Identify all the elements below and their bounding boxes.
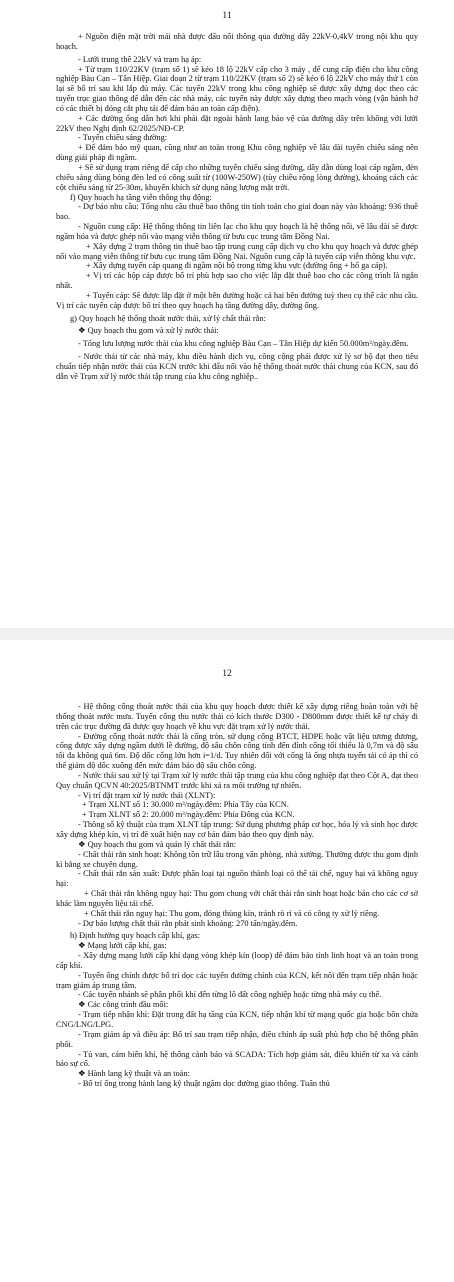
paragraph: - Dự báo lượng chất thải rắn phát sinh khoảng: 270 tấn/ngày.đêm. — [78, 918, 298, 928]
paragraph: - Các tuyến nhánh sẽ phân phối khí đến từng lô đất công nghiệp hoặc từng nhà máy cụ thể. — [78, 990, 382, 1000]
page-number: 12 — [222, 668, 232, 679]
paragraph: - Tổng lưu lượng nước thải của khu công nghiệp Bàu Cạn – Tân Hiệp dự kiến 50.000m³/ngày.đêm. — [78, 339, 409, 349]
subsection-heading: ❖ Các công trình đầu mối: — [78, 1000, 169, 1010]
section-heading: f) Quy hoạch hạ tầng viễn thông thụ động: — [70, 192, 212, 202]
paragraph: + Các đường ống dẫn hơi khi phải đặt ngoài hành lang bảo vệ của đường dây trên không với lưới 22kV theo Nghị định 62/2025/NĐ-CP. — [56, 113, 418, 133]
paragraph: + Tuyến cáp: Sẽ được lắp đặt ở một bên đường hoặc cả hai bên đường tuỳ theo cụ thể các nhu cầu. Vị trí các tuyến cáp được bố trí theo quy hoạch hạ tầng đường dây, đường ống. — [56, 290, 418, 310]
paragraph: + Chất thải rắn không nguy hại: Thu gom chung với chất thải rắn sinh hoạt hoặc bán cho các cơ sở khác làm nguyên liệu tái chế. — [56, 889, 418, 908]
page-body — [0, 702, 454, 1089]
paragraph: + Xây dựng tuyến cáp quang đi ngầm nội bộ trong từng khu vực (đường ống + hố ga cáp). — [86, 261, 388, 271]
paragraph: - Nước thải từ các nhà máy, khu điều hành dịch vụ, công cộng phải được xử lý sơ bộ đạt theo tiêu chuẩn tiếp nhận nước thải của KCN trước khi đấu nối vào hệ thống thoát nước thải chung của KCN, sau đó dẫn về Trạm xử lý nước thải tập trung của khu công nghiệp.. — [56, 352, 418, 381]
paragraph: - Trạm tiếp nhận khí: Đặt trong đất hạ tầng của KCN, tiếp nhận khí từ mạng quốc gia hoặc bồn chứa CNG/LNG/LPG. — [56, 1010, 418, 1029]
paragraph: - Nguồn cung cấp: Hệ thống thông tin liên lạc cho khu quy hoạch là hệ thống nổi, về lâu dài sẽ được ngầm hóa và được ghép nối vào mạng viễn thông từ bưu cục trung tâm Đồng Nai. — [56, 222, 418, 241]
section-heading: g) Quy hoạch hệ thống thoát nước thải, xử lý chất thải rắn: — [70, 313, 266, 323]
paragraph: + Từ trạm 110/22KV (trạm số 1) sẽ kéo 18 lộ 22kV cấp cho 3 máy , để cung cấp điện cho khu công nghiệp Bàu Cạn – Tân Hiệp. Giai đoạn 2 từ trạm 110/22KV (trạm số 2) sẽ kéo 6 lộ 22kV cho máy thứ 1 còn lại sẽ bổ trí sau khi lắp đủ máy. Các tuyến 22kV trong khu công nghiệp sẽ được xây dựng dọc theo các tuyến trục giao thông để dẫn đến các nhà máy, các tuyến này được xây dựng theo mạch vòng (vận hành hở có các thiết bị đóng cắt phụ tải để đảm bảo an toàn cấp điện). — [56, 64, 418, 113]
paragraph: - Chất thải rắn sản xuất: Được phân loại tại nguồn thành loại có thể tái chế, nguy hại và không nguy hại: — [56, 869, 418, 889]
subsection-heading: ❖ Quy hoạch thu gom và xử lý nước thải: — [78, 326, 219, 336]
section-heading: h) Định hướng quy hoạch cấp khí, gas: — [70, 931, 200, 941]
paragraph: - Tuyến ống chính được bố trí dọc các tuyến đường chính của KCN, kết nối đến trạm tiếp nhận hoặc trạm giảm áp trung tâm. — [56, 970, 418, 990]
paragraph: - Đường cống thoát nước thải là cống tròn, sử dụng cống BTCT, HDPE hoặc vật liệu tương đương, cống được xây dựng ngầm dưới lề đường, độ sâu chôn cống tính đến đỉnh cống tối thiểu là 0,7m và độ sâu tối đa không quá 6m. Độ dốc cống lớn hơn i=1/d. Tuy nhiên đối với cống là ống nhựa tuyến tải có áp thì có thể giảm độ dốc xuống đến mức đảm bảo độ sâu chôn cống. — [56, 731, 418, 771]
paragraph: - Thông số kỹ thuật của trạm XLNT tập trung: Sử dụng phương pháp cơ học, hóa lý và sinh học được xây dựng khép kín, vị trí đề xuất hiện nay cơ bản đảm bảo theo quy định này. — [56, 820, 418, 839]
document-page-11 — [0, 0, 454, 628]
paragraph: + Trạm XLNT số 2: 20.000 m³/ngày.đêm: Phía Đông của KCN. — [82, 810, 295, 820]
paragraph: - Trạm giảm áp và điều áp: Bố trí sau trạm tiếp nhận, điều chỉnh áp suất phù hợp cho hệ thống phân phối. — [56, 1029, 418, 1049]
subsection-heading: ❖ Mạng lưới cấp khí, gas: — [78, 941, 167, 951]
paragraph: - Vị trí đặt trạm xử lý nước thải (XLNT): — [78, 790, 216, 800]
paragraph: - Tủ van, cảm biến khí, hệ thống cảnh báo và SCADA: Tích hợp giám sát, điều khiển từ xa và cảnh báo sự cố. — [56, 1049, 418, 1069]
paragraph: - Xây dựng mạng lưới cấp khí dạng vòng khép kín (loop) để đảm bảo tính linh hoạt và an toàn trong cấp khí. — [56, 951, 418, 970]
paragraph: + Sẽ sử dụng trạm riêng để cấp cho những tuyến chiếu sáng đường, dây dẫn dùng loại cáp ngầm, đèn chiếu sáng dùng bóng đèn led có công suất từ (100W-250W) (tùy chiều rộng lòng đường), khoảng cách các cột chiếu sáng từ 25-30m, khuyến khích sử dụng năng lượng mặt trời. — [56, 162, 418, 192]
paragraph: + Xây dựng 2 trạm thông tin thuê bao tập trung cung cấp dịch vụ cho khu quy hoạch và được ghép nối vào mạng viễn thông từ bưu cục trung tâm Đồng Nai. Nguồn cung cấp là tuyến cáp viễn thông khu vực. — [56, 241, 418, 261]
paragraph: - Hệ thống cống thoát nước thải của khu quy hoạch được thiết kế xây dựng riêng hoàn toàn với hệ thống thoát nước mưa. Tuyến cống thu nước thải có kích thước D300 - D800mm được thiết kế tự chảy đi trên các trục đường đã được quy hoạch về khu vực đặt trạm xử lý nước thải. — [56, 702, 418, 731]
subsection-heading: ❖ Quy hoạch thu gom và quản lý chất thải rắn: — [78, 839, 237, 849]
paragraph: - Bố trí ống trong hành lang kỹ thuật ngầm dọc đường giao thông. Tuân thủ — [78, 1079, 330, 1089]
paragraph: + Chất thải rắn nguy hại: Thu gom, đóng thùng kín, tránh rò rỉ và có công ty xử lý riêng. — [84, 908, 380, 918]
paragraph: + Để đảm bảo mỹ quan, cũng như an toàn trong Khu công nghiệp về lâu dài tuyến chiếu sáng nên dùng giải pháp đi ngầm. — [56, 143, 418, 163]
paragraph: - Lưới trung thế 22kV và trạm hạ áp: — [78, 54, 202, 64]
paragraph: + Vị trí các hộp cáp được bố trí phù hợp sao cho việc lắp đặt thuê bao cho các công trình là ngắn nhất. — [56, 271, 418, 291]
subsection-heading: ❖ Hành lang kỹ thuật và an toàn: — [78, 1069, 190, 1079]
paragraph: - Nước thải sau xử lý tại Trạm xử lý nước thải tập trung của khu công nghiệp đạt theo Cột A, đạt theo Quy chuẩn QCVN 40:2025/BTNMT trước khi xả ra môi trường tự nhiên. — [56, 770, 418, 790]
page-number: 11 — [222, 10, 232, 21]
paragraph: - Tuyến chiếu sáng đường: — [78, 133, 168, 143]
document-page-12 — [0, 640, 454, 1282]
paragraph: - Chất thải rắn sinh hoạt: Không tồn trữ lâu trong văn phòng, nhà xưởng. Thường được thu gom định kì bằng xe chuyên dụng. — [56, 849, 418, 869]
page-body — [0, 32, 454, 382]
paragraph: + Trạm XLNT số 1: 30.000 m³/ngày.đêm: Phía Tây của KCN. — [82, 800, 289, 810]
paragraph: - Dự báo nhu cầu: Tổng nhu cầu thuê bao thông tin tính toán cho giai đoạn này vào khoảng: 936 thuê bao. — [56, 202, 418, 222]
paragraph: + Nguồn điện mặt trời mái nhà được đấu nối thông qua đường dây 22kV-0,4kV trong nội khu quy hoạch. — [56, 32, 418, 51]
